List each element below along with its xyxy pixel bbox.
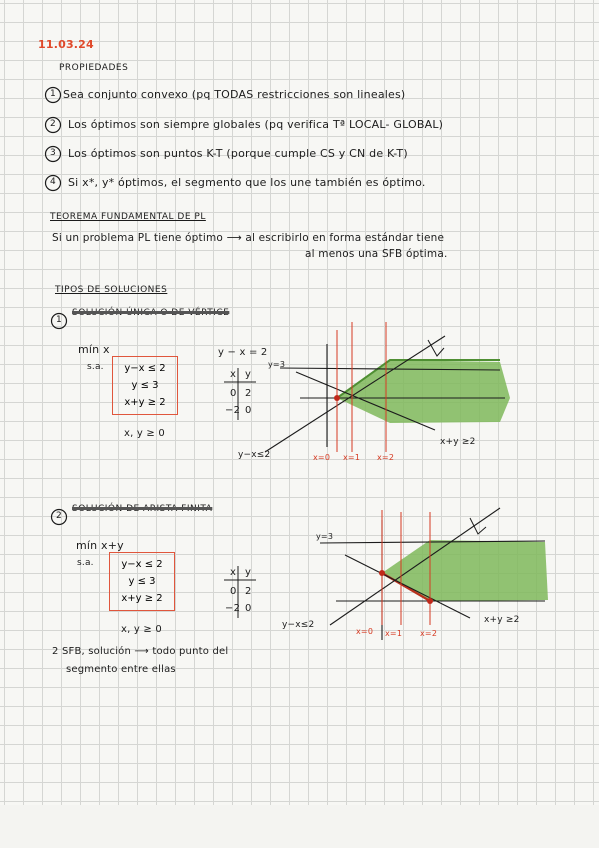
graph-label: y=3 (268, 360, 286, 369)
theorem-line-1: Si un problema PL tiene óptimo ⟶ al escribirlo en forma estándar tiene (52, 232, 445, 244)
graph-label: x=2 (377, 453, 395, 462)
constraint: x+y ≥ 2 (124, 397, 166, 408)
property-number: 1 (50, 89, 56, 99)
table-header: x (230, 369, 237, 380)
vertex-b (427, 598, 433, 604)
table-header: y (245, 369, 252, 380)
property-1-text: Sea conjunto convexo (pq TODAS restricciones son lineales) (63, 88, 406, 101)
constraint: y ≤ 3 (128, 576, 156, 587)
graph-label: x=2 (420, 629, 438, 638)
domain-2: x, y ≥ 0 (121, 624, 162, 635)
graph-label: x=1 (343, 453, 361, 462)
section-number: 2 (56, 511, 62, 521)
theorem-line-2: al menos una SFB óptima. (305, 248, 448, 260)
section-1-title: SOLUCIÓN ÚNICA O DE VÉRTICE (72, 308, 230, 318)
graph-label: y=3 (316, 532, 334, 541)
table-cell: −2 (225, 603, 241, 614)
property-2-text: Los óptimos son siempre globales (pq verifica Tª LOCAL- GLOBAL) (68, 118, 444, 131)
constraint: x+y ≥ 2 (121, 593, 163, 604)
table-cell: 0 (245, 405, 252, 416)
objective-2: mín x+y (76, 539, 124, 552)
property-3-text: Los óptimos son puntos K-T (porque cumple CS y CN de K-T) (68, 147, 408, 160)
table-cell: 2 (245, 388, 252, 399)
objective-1: mín x (78, 343, 110, 356)
table-cell: −2 (225, 405, 241, 416)
section-heading-properties: PROPIEDADES (59, 63, 129, 73)
subject-to-2: s.a. (77, 558, 94, 568)
domain-1: x, y ≥ 0 (124, 428, 165, 439)
direction-arrow-icon (470, 518, 486, 534)
line-equation-label: y − x = 2 (218, 347, 268, 358)
table-header: x (230, 567, 237, 578)
table-cell: 0 (230, 586, 237, 597)
graph-label: x=0 (313, 453, 331, 462)
graph-label: y−x≤2 (238, 450, 271, 460)
property-number: 2 (50, 119, 56, 129)
property-number: 3 (50, 148, 56, 158)
graph-label: x+y ≥2 (484, 615, 520, 625)
vertex-a (379, 570, 385, 576)
constraint: y−x ≤ 2 (124, 363, 166, 374)
graph-label: y−x≤2 (282, 620, 315, 630)
constraint: y−x ≤ 2 (121, 559, 163, 570)
table-header: y (245, 567, 252, 578)
feasible-region (382, 540, 548, 601)
subject-to-1: s.a. (87, 362, 104, 372)
section-2-title: SOLUCIÓN DE ARISTA FINITA (72, 504, 213, 514)
table-cell: 2 (245, 586, 252, 597)
section-number: 1 (56, 315, 62, 325)
conclusion-line-1: 2 SFB, solución ⟶ todo punto del (52, 646, 229, 657)
graph-label: x=0 (356, 627, 374, 636)
theorem-title: TEOREMA FUNDAMENTAL DE PL (50, 212, 206, 222)
graph-label: x=1 (385, 629, 403, 638)
property-4-text: Si x*, y* óptimos, el segmento que los une también es óptimo. (68, 176, 426, 189)
table-cell: 0 (245, 603, 252, 614)
constraint: y ≤ 3 (131, 380, 159, 391)
property-number: 4 (50, 177, 56, 187)
graph-label: x+y ≥2 (440, 437, 476, 447)
date: 11.03.24 (38, 38, 94, 51)
conclusion-line-2: segmento entre ellas (66, 664, 176, 675)
solution-types-title: TIPOS DE SOLUCIONES (55, 285, 168, 295)
table-cell: 0 (230, 388, 237, 399)
